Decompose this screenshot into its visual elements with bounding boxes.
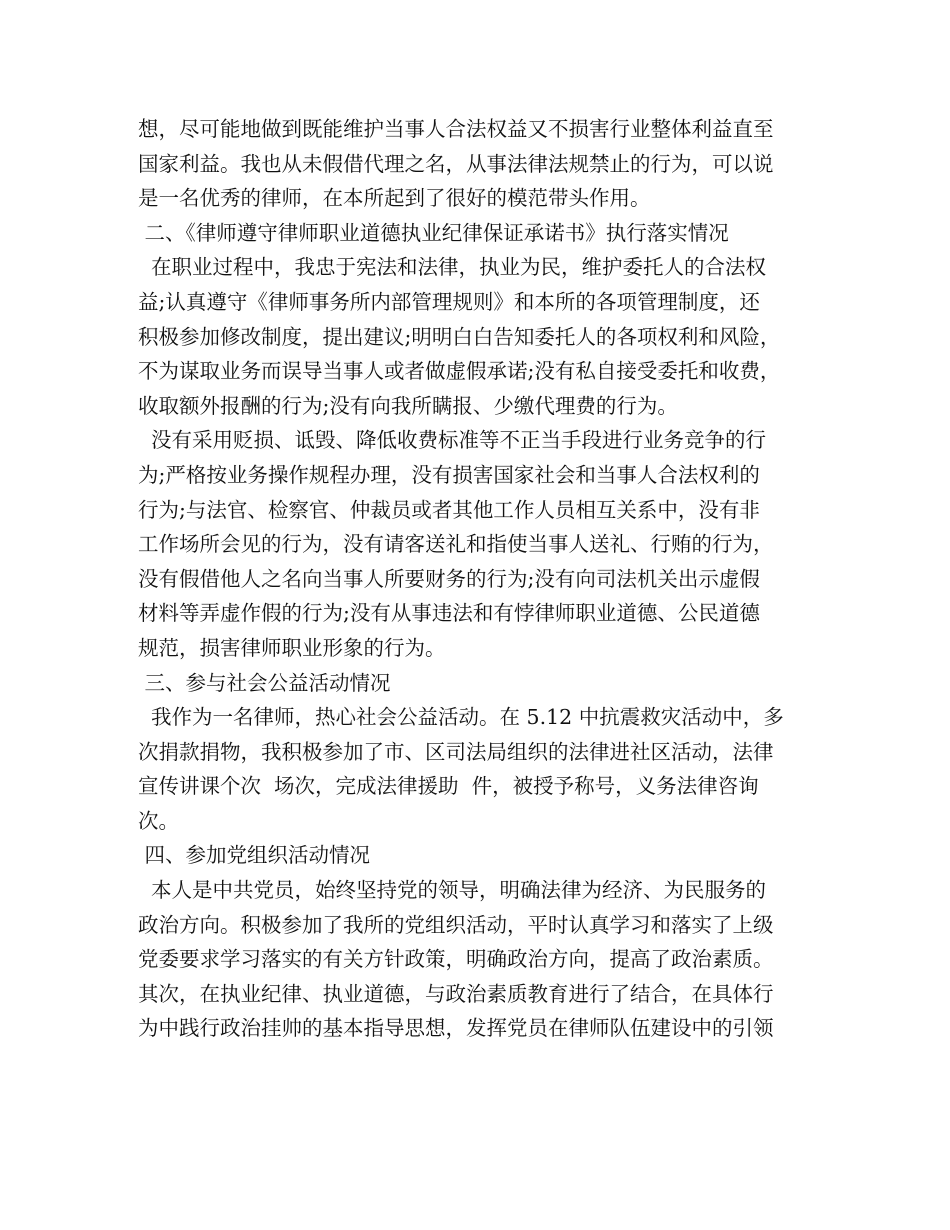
- text-line: 收取额外报酬的行为;没有向我所瞒报、少缴代理费的行为。: [138, 393, 678, 418]
- section-heading-4: 四、参加党组织活动情况: [138, 843, 371, 868]
- text-line: 次。: [138, 808, 179, 833]
- text-line: 规范，损害律师职业形象的行为。: [138, 635, 446, 660]
- text-line: 不为谋取业务而误导当事人或者做虚假承诺;没有私自接受委托和收费，: [138, 359, 781, 384]
- text-line: 本人是中共党员，始终坚持党的领导，明确法律为经济、为民服务的: [138, 878, 767, 903]
- text-line: 行为;与法官、检察官、仲裁员或者其他工作人员相互关系中，没有非: [138, 497, 760, 522]
- section-heading-3: 三、参与社会公益活动情况: [138, 670, 391, 695]
- text-line: 想，尽可能地做到既能维护当事人合法权益又不损害行业整体利益直至: [138, 117, 774, 141]
- text-line: 政治方向。积极参加了我所的党组织活动，平时认真学习和落实了上级: [138, 912, 774, 937]
- text-line: 没有假借他人之名向当事人所要财务的行为;没有向司法机关出示虚假: [138, 566, 760, 591]
- text-line: 我作为一名律师，热心社会公益活动。在 5.12 中抗震救灾活动中，多: [138, 705, 784, 730]
- text-line: 为;严格按业务操作规程办理，没有损害国家社会和当事人合法权利的: [138, 462, 760, 487]
- section-heading-2: 二、《律师遵守律师职业道德执业纪律保证承诺书》执行落实情况: [138, 220, 729, 245]
- text-line: 为中践行政治挂帅的基本指导思想，发挥党员在律师队伍建设中的引领: [138, 1016, 774, 1041]
- text-line: 其次，在执业纪律、执业道德，与政治素质教育进行了结合，在具体行: [138, 981, 774, 1006]
- text-line: 是一名优秀的律师，在本所起到了很好的模范带头作用。: [138, 186, 651, 211]
- text-line: 国家利益。我也从未假借代理之名，从事法律法规禁止的行为，可以说: [138, 151, 774, 176]
- text-line: 没有采用贬损、诋毁、降低收费标准等不正当手段进行业务竞争的行: [138, 428, 767, 453]
- text-line: 益;认真遵守《律师事务所内部管理规则》和本所的各项管理制度，还: [138, 289, 760, 314]
- text-line: 材料等弄虚作假的行为;没有从事违法和有悖律师职业道德、公民道德: [138, 601, 760, 626]
- text-line: 党委要求学习落实的有关方针政策，明确政治方向，提高了政治素质。: [138, 947, 774, 972]
- text-line: 在职业过程中，我忠于宪法和法律，执业为民，维护委托人的合法权: [138, 255, 767, 280]
- document-body: [138, 112, 828, 1046]
- text-line: 积极参加修改制度，提出建议;明明白白告知委托人的各项权利和风险，: [138, 324, 781, 349]
- text-line: 次捐款捐物，我积极参加了市、区司法局组织的法律进社区活动，法律: [138, 739, 774, 764]
- text-line: 宣传讲课个次 场次，完成法律援助 件，被授予称号，义务法律咨询: [138, 774, 759, 799]
- text-line: 工作场所会见的行为，没有请客送礼和指使当事人送礼、行贿的行为，: [138, 532, 774, 557]
